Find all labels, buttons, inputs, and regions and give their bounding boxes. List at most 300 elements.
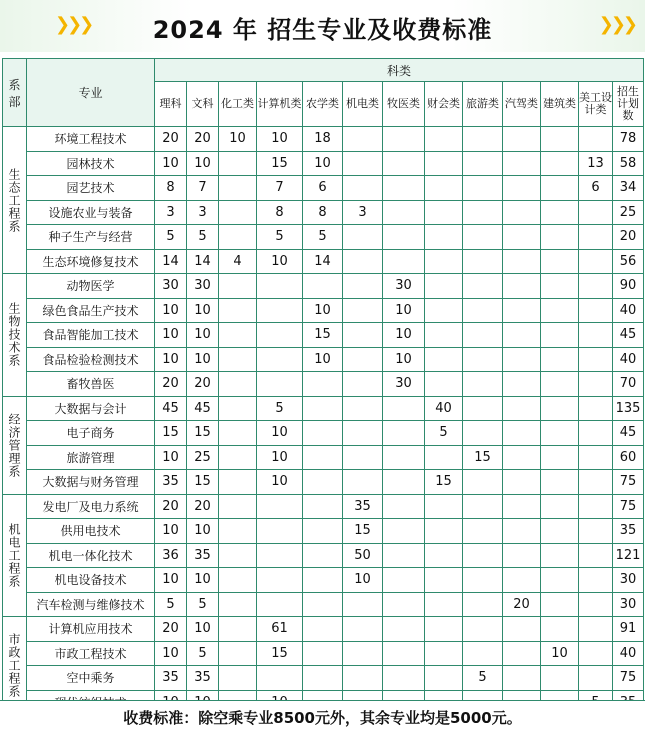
quota-cell xyxy=(579,568,613,593)
table-row xyxy=(3,543,644,568)
plan-total-cell: 90 xyxy=(613,274,644,299)
quota-cell: 13 xyxy=(579,151,613,176)
quota-cell: 5 xyxy=(425,421,463,446)
quota-cell xyxy=(463,298,503,323)
quota-cell xyxy=(425,543,463,568)
quota-cell xyxy=(303,470,343,495)
major-name: 畜牧兽医 xyxy=(27,372,155,397)
quota-cell: 3 xyxy=(155,200,187,225)
quota-cell xyxy=(503,323,541,348)
department-name: 机电工程系 xyxy=(3,494,27,617)
table-row xyxy=(3,421,644,446)
quota-cell xyxy=(343,421,383,446)
quota-cell xyxy=(541,396,579,421)
quota-cell xyxy=(463,519,503,544)
quota-cell xyxy=(219,641,257,666)
quota-cell xyxy=(579,127,613,152)
quota-cell xyxy=(463,225,503,250)
quota-cell xyxy=(579,274,613,299)
table-row xyxy=(3,592,644,617)
quota-cell xyxy=(257,323,303,348)
quota-cell xyxy=(579,445,613,470)
quota-cell xyxy=(219,298,257,323)
plan-total-cell: 70 xyxy=(613,372,644,397)
quota-cell xyxy=(425,519,463,544)
quota-cell xyxy=(541,298,579,323)
quota-cell xyxy=(503,519,541,544)
quota-cell: 50 xyxy=(343,543,383,568)
major-name: 大数据与财务管理 xyxy=(27,470,155,495)
major-name: 环境工程技术 xyxy=(27,127,155,152)
quota-cell: 10 xyxy=(257,127,303,152)
quota-cell xyxy=(463,568,503,593)
quota-cell xyxy=(219,445,257,470)
plan-total-cell: 56 xyxy=(613,249,644,274)
quota-cell xyxy=(425,347,463,372)
quota-cell xyxy=(579,298,613,323)
major-name: 园林技术 xyxy=(27,151,155,176)
plan-total-cell: 30 xyxy=(613,592,644,617)
quota-cell: 20 xyxy=(503,592,541,617)
quota-cell xyxy=(343,666,383,691)
quota-cell xyxy=(541,127,579,152)
quota-cell xyxy=(425,592,463,617)
quota-cell xyxy=(257,592,303,617)
quota-cell xyxy=(541,617,579,642)
decor-arrows-right-icon: ❯❯❯ xyxy=(598,14,635,35)
quota-cell xyxy=(541,249,579,274)
quota-cell xyxy=(463,200,503,225)
quota-cell xyxy=(579,617,613,642)
quota-cell xyxy=(503,568,541,593)
table-row xyxy=(3,666,644,691)
quota-cell xyxy=(463,274,503,299)
quota-cell xyxy=(219,274,257,299)
table-row xyxy=(3,641,644,666)
quota-cell xyxy=(503,494,541,519)
major-name: 汽车检测与维修技术 xyxy=(27,592,155,617)
header-subject: 机电类 xyxy=(343,82,383,127)
quota-cell xyxy=(219,347,257,372)
quota-cell: 8 xyxy=(303,200,343,225)
quota-cell xyxy=(579,519,613,544)
quota-cell xyxy=(303,421,343,446)
quota-cell xyxy=(541,543,579,568)
quota-cell xyxy=(257,274,303,299)
quota-cell xyxy=(541,323,579,348)
quota-cell xyxy=(425,274,463,299)
plan-total-cell: 121 xyxy=(613,543,644,568)
quota-cell xyxy=(343,323,383,348)
quota-cell xyxy=(383,543,425,568)
quota-cell: 5 xyxy=(187,592,219,617)
quota-cell xyxy=(343,641,383,666)
quota-cell: 15 xyxy=(343,519,383,544)
quota-cell xyxy=(425,323,463,348)
table-row xyxy=(3,347,644,372)
table-row xyxy=(3,445,644,470)
quota-cell xyxy=(343,249,383,274)
quota-cell xyxy=(383,445,425,470)
quota-cell: 14 xyxy=(187,249,219,274)
quota-cell: 20 xyxy=(155,127,187,152)
quota-cell xyxy=(541,592,579,617)
quota-cell xyxy=(503,127,541,152)
major-name: 食品智能加工技术 xyxy=(27,323,155,348)
quota-cell: 30 xyxy=(155,274,187,299)
major-name: 园艺技术 xyxy=(27,176,155,201)
major-name: 绿色食品生产技术 xyxy=(27,298,155,323)
quota-cell: 10 xyxy=(383,323,425,348)
quota-cell xyxy=(219,592,257,617)
quota-cell: 15 xyxy=(155,421,187,446)
quota-cell: 10 xyxy=(187,347,219,372)
quota-cell xyxy=(219,519,257,544)
header-subject: 建筑类 xyxy=(541,82,579,127)
quota-cell: 10 xyxy=(383,298,425,323)
quota-cell xyxy=(579,249,613,274)
quota-cell: 5 xyxy=(155,592,187,617)
quota-cell xyxy=(343,396,383,421)
quota-cell xyxy=(463,641,503,666)
header-subject: 计算机类 xyxy=(257,82,303,127)
quota-cell: 10 xyxy=(187,151,219,176)
quota-cell: 20 xyxy=(187,372,219,397)
quota-cell xyxy=(425,298,463,323)
major-name: 计算机应用技术 xyxy=(27,617,155,642)
header-subject: 旅游类 xyxy=(463,82,503,127)
quota-cell xyxy=(503,200,541,225)
major-name: 空中乘务 xyxy=(27,666,155,691)
quota-cell xyxy=(257,519,303,544)
quota-cell: 7 xyxy=(257,176,303,201)
quota-cell xyxy=(463,127,503,152)
quota-cell xyxy=(383,641,425,666)
quota-cell xyxy=(219,200,257,225)
major-name: 设施农业与装备 xyxy=(27,200,155,225)
quota-cell: 10 xyxy=(187,298,219,323)
major-name: 电子商务 xyxy=(27,421,155,446)
table-row xyxy=(3,372,644,397)
quota-cell xyxy=(579,323,613,348)
quota-cell: 10 xyxy=(343,568,383,593)
quota-cell xyxy=(463,372,503,397)
quota-cell: 10 xyxy=(383,347,425,372)
quota-cell xyxy=(383,494,425,519)
major-name: 机电设备技术 xyxy=(27,568,155,593)
quota-cell xyxy=(503,347,541,372)
quota-cell: 14 xyxy=(155,249,187,274)
quota-cell xyxy=(541,666,579,691)
quota-cell xyxy=(343,274,383,299)
quota-cell xyxy=(463,494,503,519)
quota-cell xyxy=(425,445,463,470)
major-name: 供用电技术 xyxy=(27,519,155,544)
quota-cell xyxy=(257,543,303,568)
major-name: 种子生产与经营 xyxy=(27,225,155,250)
quota-cell xyxy=(303,666,343,691)
quota-cell: 10 xyxy=(187,568,219,593)
quota-cell xyxy=(503,176,541,201)
quota-cell xyxy=(383,127,425,152)
plan-total-cell: 40 xyxy=(613,347,644,372)
major-name: 动物医学 xyxy=(27,274,155,299)
quota-cell xyxy=(425,127,463,152)
quota-cell xyxy=(463,592,503,617)
quota-cell xyxy=(579,421,613,446)
quota-cell xyxy=(579,200,613,225)
quota-cell xyxy=(541,372,579,397)
quota-cell xyxy=(219,225,257,250)
quota-cell xyxy=(425,200,463,225)
quota-cell xyxy=(463,421,503,446)
quota-cell xyxy=(579,347,613,372)
quota-cell xyxy=(257,347,303,372)
quota-cell: 15 xyxy=(187,421,219,446)
quota-cell: 14 xyxy=(303,249,343,274)
plan-total-cell: 40 xyxy=(613,298,644,323)
header-subject: 牧医类 xyxy=(383,82,425,127)
quota-cell xyxy=(425,176,463,201)
plan-total-cell: 75 xyxy=(613,470,644,495)
header-subject: 财会类 xyxy=(425,82,463,127)
quota-cell xyxy=(579,641,613,666)
quota-cell xyxy=(383,176,425,201)
quota-cell xyxy=(541,200,579,225)
quota-cell: 10 xyxy=(303,298,343,323)
quota-cell xyxy=(425,666,463,691)
quota-cell xyxy=(425,494,463,519)
table-row xyxy=(3,323,644,348)
quota-cell xyxy=(425,617,463,642)
quota-cell xyxy=(503,666,541,691)
quota-cell xyxy=(343,298,383,323)
department-name: 生物技术系 xyxy=(3,274,27,397)
quota-cell xyxy=(463,176,503,201)
quota-cell: 10 xyxy=(155,445,187,470)
quota-cell xyxy=(219,666,257,691)
quota-cell xyxy=(303,274,343,299)
quota-cell xyxy=(257,372,303,397)
quota-cell xyxy=(219,151,257,176)
quota-cell xyxy=(579,666,613,691)
header-subject: 美工设计类 xyxy=(579,82,613,127)
quota-cell xyxy=(425,641,463,666)
quota-cell: 20 xyxy=(187,127,219,152)
quota-cell xyxy=(383,200,425,225)
table-row xyxy=(3,127,644,152)
plan-total-cell: 91 xyxy=(613,617,644,642)
quota-cell xyxy=(463,347,503,372)
table-row xyxy=(3,274,644,299)
quota-cell: 10 xyxy=(155,347,187,372)
quota-cell: 45 xyxy=(187,396,219,421)
quota-cell: 40 xyxy=(425,396,463,421)
quota-cell: 10 xyxy=(257,421,303,446)
plan-total-cell: 78 xyxy=(613,127,644,152)
quota-cell: 20 xyxy=(187,494,219,519)
plan-total-cell: 135 xyxy=(613,396,644,421)
quota-cell xyxy=(503,225,541,250)
plan-total-cell: 40 xyxy=(613,641,644,666)
quota-cell xyxy=(303,372,343,397)
header-major: 专业 xyxy=(27,59,155,127)
header-dept: 系部 xyxy=(3,59,27,127)
quota-cell: 15 xyxy=(187,470,219,495)
quota-cell: 10 xyxy=(303,347,343,372)
quota-cell xyxy=(541,421,579,446)
quota-cell xyxy=(425,249,463,274)
plan-total-cell: 25 xyxy=(613,200,644,225)
page-title: 2024 年 招生专业及收费标准 xyxy=(152,16,493,44)
quota-cell xyxy=(541,274,579,299)
quota-cell xyxy=(303,396,343,421)
quota-cell: 8 xyxy=(257,200,303,225)
quota-cell: 10 xyxy=(155,641,187,666)
quota-cell: 5 xyxy=(463,666,503,691)
quota-cell xyxy=(463,543,503,568)
quota-cell xyxy=(343,347,383,372)
quota-cell xyxy=(541,151,579,176)
plan-total-cell: 58 xyxy=(613,151,644,176)
quota-cell xyxy=(541,176,579,201)
major-name: 发电厂及电力系统 xyxy=(27,494,155,519)
plan-total-cell: 20 xyxy=(613,225,644,250)
quota-cell xyxy=(303,519,343,544)
quota-cell xyxy=(303,445,343,470)
quota-cell: 10 xyxy=(187,519,219,544)
quota-cell xyxy=(219,543,257,568)
quota-cell: 3 xyxy=(343,200,383,225)
plan-total-cell: 34 xyxy=(613,176,644,201)
quota-cell xyxy=(579,225,613,250)
quota-cell: 10 xyxy=(155,323,187,348)
quota-cell: 5 xyxy=(187,641,219,666)
quota-cell: 5 xyxy=(257,396,303,421)
table-row xyxy=(3,568,644,593)
table-row xyxy=(3,151,644,176)
quota-cell xyxy=(463,396,503,421)
quota-cell xyxy=(257,298,303,323)
quota-cell xyxy=(383,249,425,274)
quota-cell xyxy=(541,445,579,470)
major-name: 机电一体化技术 xyxy=(27,543,155,568)
quota-cell: 45 xyxy=(155,396,187,421)
quota-cell xyxy=(579,494,613,519)
quota-cell xyxy=(303,617,343,642)
major-name: 大数据与会计 xyxy=(27,396,155,421)
department-name: 生态工程系 xyxy=(3,127,27,274)
quota-cell xyxy=(343,617,383,642)
quota-cell xyxy=(579,372,613,397)
quota-cell: 35 xyxy=(187,666,219,691)
quota-cell: 10 xyxy=(155,151,187,176)
quota-cell xyxy=(463,249,503,274)
quota-cell xyxy=(541,519,579,544)
plan-total-cell: 75 xyxy=(613,666,644,691)
header-subjects-group: 科类 xyxy=(155,59,644,82)
major-name: 生态环境修复技术 xyxy=(27,249,155,274)
quota-cell: 61 xyxy=(257,617,303,642)
quota-cell xyxy=(541,568,579,593)
quota-cell xyxy=(503,543,541,568)
quota-cell xyxy=(219,494,257,519)
quota-cell: 5 xyxy=(257,225,303,250)
quota-cell xyxy=(579,396,613,421)
header-subject: 招生计划数 xyxy=(613,82,644,127)
quota-cell: 15 xyxy=(425,470,463,495)
quota-cell: 35 xyxy=(155,470,187,495)
quota-cell: 3 xyxy=(187,200,219,225)
quota-cell xyxy=(219,568,257,593)
quota-cell xyxy=(541,470,579,495)
table-row xyxy=(3,298,644,323)
quota-cell: 35 xyxy=(155,666,187,691)
plan-total-cell: 60 xyxy=(613,445,644,470)
department-name: 经济管理系 xyxy=(3,396,27,494)
quota-cell: 18 xyxy=(303,127,343,152)
quota-cell xyxy=(425,151,463,176)
quota-cell xyxy=(463,617,503,642)
quota-cell xyxy=(579,592,613,617)
quota-cell xyxy=(343,225,383,250)
quota-cell xyxy=(579,470,613,495)
quota-cell: 35 xyxy=(187,543,219,568)
table-row xyxy=(3,396,644,421)
quota-cell xyxy=(541,494,579,519)
quota-cell: 8 xyxy=(155,176,187,201)
major-name: 食品检验检测技术 xyxy=(27,347,155,372)
quota-cell: 20 xyxy=(155,494,187,519)
quota-cell: 20 xyxy=(155,372,187,397)
quota-cell xyxy=(383,151,425,176)
quota-cell xyxy=(343,445,383,470)
quota-cell xyxy=(383,396,425,421)
quota-cell xyxy=(219,176,257,201)
quota-cell: 15 xyxy=(303,323,343,348)
header-subject: 文科 xyxy=(187,82,219,127)
table-row xyxy=(3,470,644,495)
quota-cell xyxy=(579,543,613,568)
quota-cell: 10 xyxy=(155,519,187,544)
quota-cell xyxy=(257,494,303,519)
quota-cell xyxy=(541,347,579,372)
quota-cell xyxy=(383,592,425,617)
plan-total-cell: 75 xyxy=(613,494,644,519)
quota-cell: 25 xyxy=(187,445,219,470)
department-name: 市政工程系 xyxy=(3,617,27,715)
quota-cell: 10 xyxy=(155,298,187,323)
quota-cell xyxy=(219,617,257,642)
quota-cell xyxy=(503,151,541,176)
table-row xyxy=(3,200,644,225)
quota-cell xyxy=(343,592,383,617)
table-row xyxy=(3,225,644,250)
header-subject: 化工类 xyxy=(219,82,257,127)
quota-cell: 4 xyxy=(219,249,257,274)
plan-total-cell: 35 xyxy=(613,519,644,544)
quota-cell: 5 xyxy=(187,225,219,250)
quota-cell xyxy=(343,372,383,397)
quota-cell xyxy=(219,372,257,397)
quota-cell: 10 xyxy=(541,641,579,666)
quota-cell xyxy=(303,543,343,568)
quota-cell xyxy=(425,568,463,593)
quota-cell: 10 xyxy=(155,568,187,593)
quota-cell xyxy=(503,641,541,666)
quota-cell: 30 xyxy=(383,372,425,397)
header-subject: 理科 xyxy=(155,82,187,127)
